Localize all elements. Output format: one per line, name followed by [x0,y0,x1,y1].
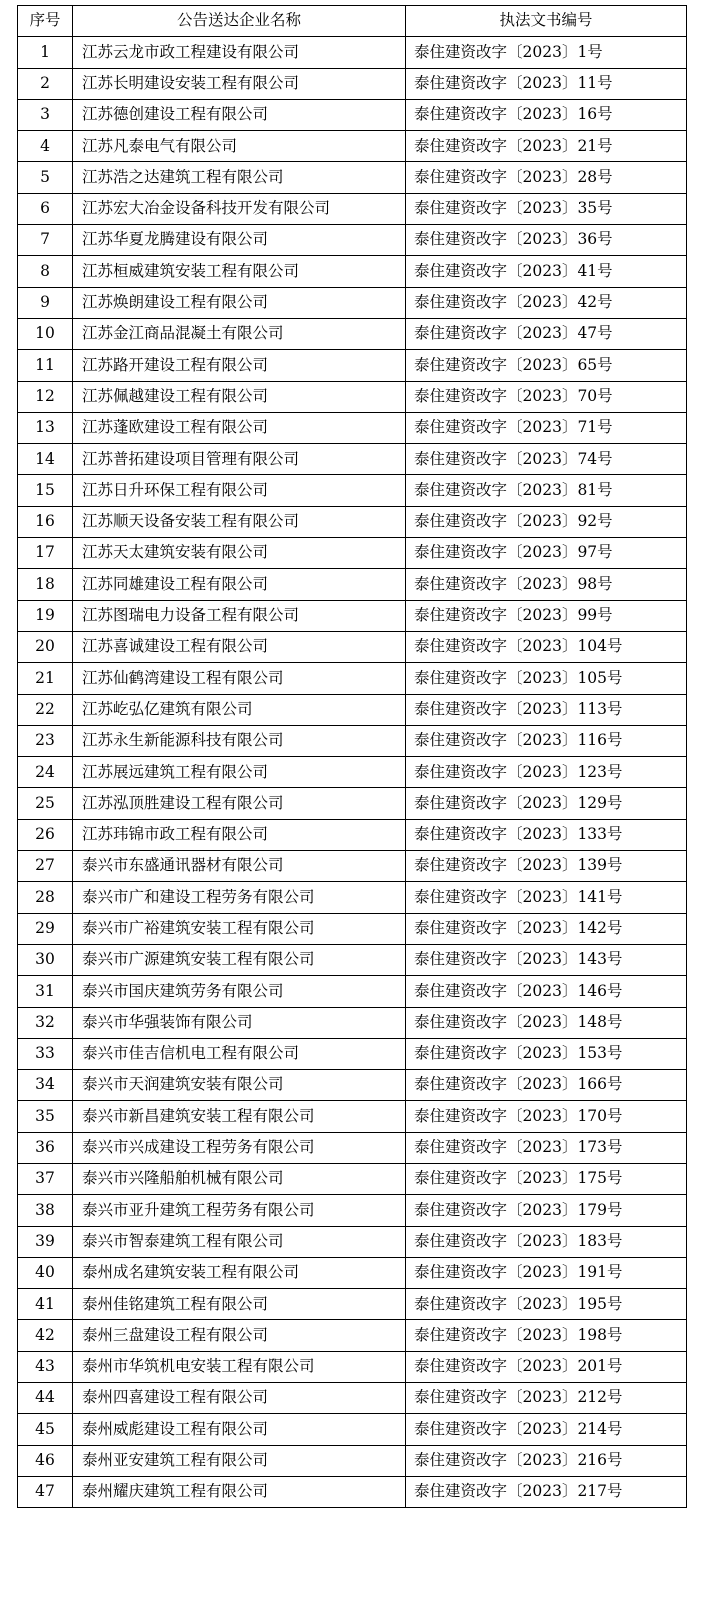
document-number-cell: 泰住建资改字〔2023〕173号 [406,1132,687,1163]
table-row [18,819,687,850]
table-row [18,381,687,412]
company-name-cell: 泰兴市兴成建设工程劳务有限公司 [73,1132,406,1163]
company-name-cell: 泰州成名建筑安装工程有限公司 [73,1257,406,1288]
document-number-cell: 泰住建资改字〔2023〕214号 [406,1414,687,1445]
row-index-cell: 36 [18,1132,73,1163]
table-row [18,412,687,443]
document-number-cell: 泰住建资改字〔2023〕99号 [406,600,687,631]
document-number-cell: 泰住建资改字〔2023〕97号 [406,538,687,569]
row-index-cell: 37 [18,1163,73,1194]
table-row [18,1101,687,1132]
company-name-cell: 江苏玮锦市政工程有限公司 [73,819,406,850]
company-name-cell: 江苏云龙市政工程建设有限公司 [73,37,406,68]
company-name-cell: 江苏蓬欧建设工程有限公司 [73,412,406,443]
company-name-cell: 江苏德创建设工程有限公司 [73,99,406,130]
table-row [18,631,687,662]
document-number-cell: 泰住建资改字〔2023〕71号 [406,412,687,443]
company-name-cell: 江苏华夏龙腾建设有限公司 [73,225,406,256]
table-row [18,1038,687,1069]
table-row [18,1351,687,1382]
row-index-cell: 8 [18,256,73,287]
company-name-cell: 泰州亚安建筑工程有限公司 [73,1445,406,1476]
document-number-cell: 泰住建资改字〔2023〕129号 [406,788,687,819]
document-number-cell: 泰住建资改字〔2023〕148号 [406,1007,687,1038]
document-number-cell: 泰住建资改字〔2023〕133号 [406,819,687,850]
company-name-cell: 江苏佩越建设工程有限公司 [73,381,406,412]
document-number-cell: 泰住建资改字〔2023〕170号 [406,1101,687,1132]
document-number-cell: 泰住建资改字〔2023〕191号 [406,1257,687,1288]
row-index-cell: 44 [18,1383,73,1414]
table-row [18,1476,687,1507]
document-number-cell: 泰住建资改字〔2023〕98号 [406,569,687,600]
row-index-cell: 16 [18,506,73,537]
document-number-cell: 泰住建资改字〔2023〕183号 [406,1226,687,1257]
table-row [18,913,687,944]
row-index-cell: 28 [18,882,73,913]
document-number-cell: 泰住建资改字〔2023〕143号 [406,944,687,975]
document-number-cell: 泰住建资改字〔2023〕139号 [406,851,687,882]
document-number-cell: 泰住建资改字〔2023〕141号 [406,882,687,913]
company-name-cell: 江苏金江商品混凝土有限公司 [73,318,406,349]
row-index-cell: 7 [18,225,73,256]
document-number-cell: 泰住建资改字〔2023〕198号 [406,1320,687,1351]
document-number-cell: 泰住建资改字〔2023〕81号 [406,475,687,506]
company-name-cell: 江苏屹弘亿建筑有限公司 [73,694,406,725]
document-number-cell: 泰住建资改字〔2023〕65号 [406,350,687,381]
table-row [18,1445,687,1476]
table-row [18,1163,687,1194]
row-index-cell: 40 [18,1257,73,1288]
row-index-cell: 12 [18,381,73,412]
document-number-cell: 泰住建资改字〔2023〕179号 [406,1195,687,1226]
company-name-cell: 江苏仙鹤湾建设工程有限公司 [73,663,406,694]
table-row [18,1289,687,1320]
document-number-cell: 泰住建资改字〔2023〕47号 [406,318,687,349]
row-index-cell: 10 [18,318,73,349]
table-row [18,694,687,725]
document-number-cell: 泰住建资改字〔2023〕113号 [406,694,687,725]
table-row [18,1132,687,1163]
table-row [18,225,687,256]
notice-table [17,5,687,1508]
company-name-cell: 江苏日升环保工程有限公司 [73,475,406,506]
document-number-cell: 泰住建资改字〔2023〕104号 [406,631,687,662]
row-index-cell: 42 [18,1320,73,1351]
company-name-cell: 泰兴市天润建筑安装有限公司 [73,1070,406,1101]
company-name-cell: 江苏泓顶胜建设工程有限公司 [73,788,406,819]
row-index-cell: 32 [18,1007,73,1038]
company-name-cell: 江苏同雄建设工程有限公司 [73,569,406,600]
table-row [18,318,687,349]
row-index-cell: 30 [18,944,73,975]
row-index-cell: 46 [18,1445,73,1476]
document-number-cell: 泰住建资改字〔2023〕11号 [406,68,687,99]
row-index-cell: 23 [18,725,73,756]
table-row [18,663,687,694]
company-name-cell: 泰兴市华强装饰有限公司 [73,1007,406,1038]
row-index-cell: 6 [18,193,73,224]
table-row [18,1414,687,1445]
row-index-cell: 24 [18,757,73,788]
company-name-cell: 泰州威彪建设工程有限公司 [73,1414,406,1445]
company-name-cell: 泰州佳铭建筑工程有限公司 [73,1289,406,1320]
company-name-cell: 泰州三盘建设工程有限公司 [73,1320,406,1351]
company-name-cell: 泰兴市亚升建筑工程劳务有限公司 [73,1195,406,1226]
document-number-cell: 泰住建资改字〔2023〕16号 [406,99,687,130]
row-index-cell: 25 [18,788,73,819]
document-number-cell: 泰住建资改字〔2023〕201号 [406,1351,687,1382]
document-number-cell: 泰住建资改字〔2023〕70号 [406,381,687,412]
table-row [18,882,687,913]
header-index: 序号 [18,6,73,37]
company-name-cell: 泰兴市国庆建筑劳务有限公司 [73,976,406,1007]
row-index-cell: 19 [18,600,73,631]
header-document-number: 执法文书编号 [406,6,687,37]
table-row [18,193,687,224]
document-number-cell: 泰住建资改字〔2023〕216号 [406,1445,687,1476]
company-name-cell: 泰兴市广和建设工程劳务有限公司 [73,882,406,913]
company-name-cell: 泰兴市佳吉信机电工程有限公司 [73,1038,406,1069]
company-name-cell: 泰州耀庆建筑工程有限公司 [73,1476,406,1507]
row-index-cell: 26 [18,819,73,850]
document-number-cell: 泰住建资改字〔2023〕28号 [406,162,687,193]
table-row [18,725,687,756]
company-name-cell: 泰兴市东盛通讯器材有限公司 [73,851,406,882]
company-name-cell: 江苏宏大冶金设备科技开发有限公司 [73,193,406,224]
table-row [18,1257,687,1288]
table-row [18,350,687,381]
company-name-cell: 江苏焕朗建设工程有限公司 [73,287,406,318]
row-index-cell: 43 [18,1351,73,1382]
company-name-cell: 泰州市华筑机电安装工程有限公司 [73,1351,406,1382]
row-index-cell: 3 [18,99,73,130]
document-number-cell: 泰住建资改字〔2023〕217号 [406,1476,687,1507]
document-number-cell: 泰住建资改字〔2023〕92号 [406,506,687,537]
document-number-cell: 泰住建资改字〔2023〕212号 [406,1383,687,1414]
table-row [18,976,687,1007]
table-row [18,475,687,506]
table-body [18,37,687,1508]
row-index-cell: 2 [18,68,73,99]
document-number-cell: 泰住建资改字〔2023〕123号 [406,757,687,788]
row-index-cell: 38 [18,1195,73,1226]
row-index-cell: 39 [18,1226,73,1257]
company-name-cell: 江苏普拓建设项目管理有限公司 [73,444,406,475]
table-row [18,1195,687,1226]
table-row [18,444,687,475]
row-index-cell: 17 [18,538,73,569]
row-index-cell: 45 [18,1414,73,1445]
company-name-cell: 江苏天太建筑安装有限公司 [73,538,406,569]
table-row [18,68,687,99]
table-row [18,944,687,975]
table-row [18,1007,687,1038]
document-number-cell: 泰住建资改字〔2023〕35号 [406,193,687,224]
company-name-cell: 泰兴市兴隆船舶机械有限公司 [73,1163,406,1194]
document-number-cell: 泰住建资改字〔2023〕1号 [406,37,687,68]
table-header-row [18,6,687,37]
row-index-cell: 5 [18,162,73,193]
table-row [18,600,687,631]
company-name-cell: 泰兴市智泰建筑工程有限公司 [73,1226,406,1257]
document-number-cell: 泰住建资改字〔2023〕195号 [406,1289,687,1320]
document-number-cell: 泰住建资改字〔2023〕42号 [406,287,687,318]
document-number-cell: 泰住建资改字〔2023〕41号 [406,256,687,287]
row-index-cell: 31 [18,976,73,1007]
row-index-cell: 34 [18,1070,73,1101]
row-index-cell: 21 [18,663,73,694]
company-name-cell: 泰兴市广裕建筑安装工程有限公司 [73,913,406,944]
table-row [18,1383,687,1414]
row-index-cell: 1 [18,37,73,68]
table-row [18,131,687,162]
company-name-cell: 江苏展远建筑工程有限公司 [73,757,406,788]
row-index-cell: 14 [18,444,73,475]
row-index-cell: 22 [18,694,73,725]
row-index-cell: 9 [18,287,73,318]
table-row [18,1320,687,1351]
row-index-cell: 27 [18,851,73,882]
row-index-cell: 20 [18,631,73,662]
document-number-cell: 泰住建资改字〔2023〕116号 [406,725,687,756]
company-name-cell: 江苏图瑞电力设备工程有限公司 [73,600,406,631]
row-index-cell: 15 [18,475,73,506]
document-number-cell: 泰住建资改字〔2023〕166号 [406,1070,687,1101]
table-row [18,506,687,537]
document-number-cell: 泰住建资改字〔2023〕146号 [406,976,687,1007]
row-index-cell: 11 [18,350,73,381]
table-row [18,99,687,130]
table-row [18,788,687,819]
row-index-cell: 13 [18,412,73,443]
company-name-cell: 泰兴市新昌建筑安装工程有限公司 [73,1101,406,1132]
company-name-cell: 江苏顺天设备安装工程有限公司 [73,506,406,537]
table-row [18,287,687,318]
row-index-cell: 33 [18,1038,73,1069]
table-row [18,851,687,882]
company-name-cell: 江苏凡泰电气有限公司 [73,131,406,162]
document-number-cell: 泰住建资改字〔2023〕142号 [406,913,687,944]
table-row [18,256,687,287]
document-number-cell: 泰住建资改字〔2023〕74号 [406,444,687,475]
table-row [18,1070,687,1101]
row-index-cell: 41 [18,1289,73,1320]
document-number-cell: 泰住建资改字〔2023〕153号 [406,1038,687,1069]
document-number-cell: 泰住建资改字〔2023〕21号 [406,131,687,162]
row-index-cell: 47 [18,1476,73,1507]
table-row [18,1226,687,1257]
company-name-cell: 江苏喜诚建设工程有限公司 [73,631,406,662]
company-name-cell: 江苏永生新能源科技有限公司 [73,725,406,756]
company-name-cell: 江苏浩之达建筑工程有限公司 [73,162,406,193]
row-index-cell: 18 [18,569,73,600]
row-index-cell: 29 [18,913,73,944]
table-row [18,538,687,569]
table-row [18,757,687,788]
company-name-cell: 江苏路开建设工程有限公司 [73,350,406,381]
table-row [18,569,687,600]
company-name-cell: 泰州四喜建设工程有限公司 [73,1383,406,1414]
header-company-name: 公告送达企业名称 [73,6,406,37]
table-row [18,37,687,68]
company-name-cell: 江苏长明建设安装工程有限公司 [73,68,406,99]
company-name-cell: 泰兴市广源建筑安装工程有限公司 [73,944,406,975]
document-number-cell: 泰住建资改字〔2023〕105号 [406,663,687,694]
company-name-cell: 江苏桓威建筑安装工程有限公司 [73,256,406,287]
row-index-cell: 35 [18,1101,73,1132]
document-number-cell: 泰住建资改字〔2023〕36号 [406,225,687,256]
document-number-cell: 泰住建资改字〔2023〕175号 [406,1163,687,1194]
table-row [18,162,687,193]
row-index-cell: 4 [18,131,73,162]
